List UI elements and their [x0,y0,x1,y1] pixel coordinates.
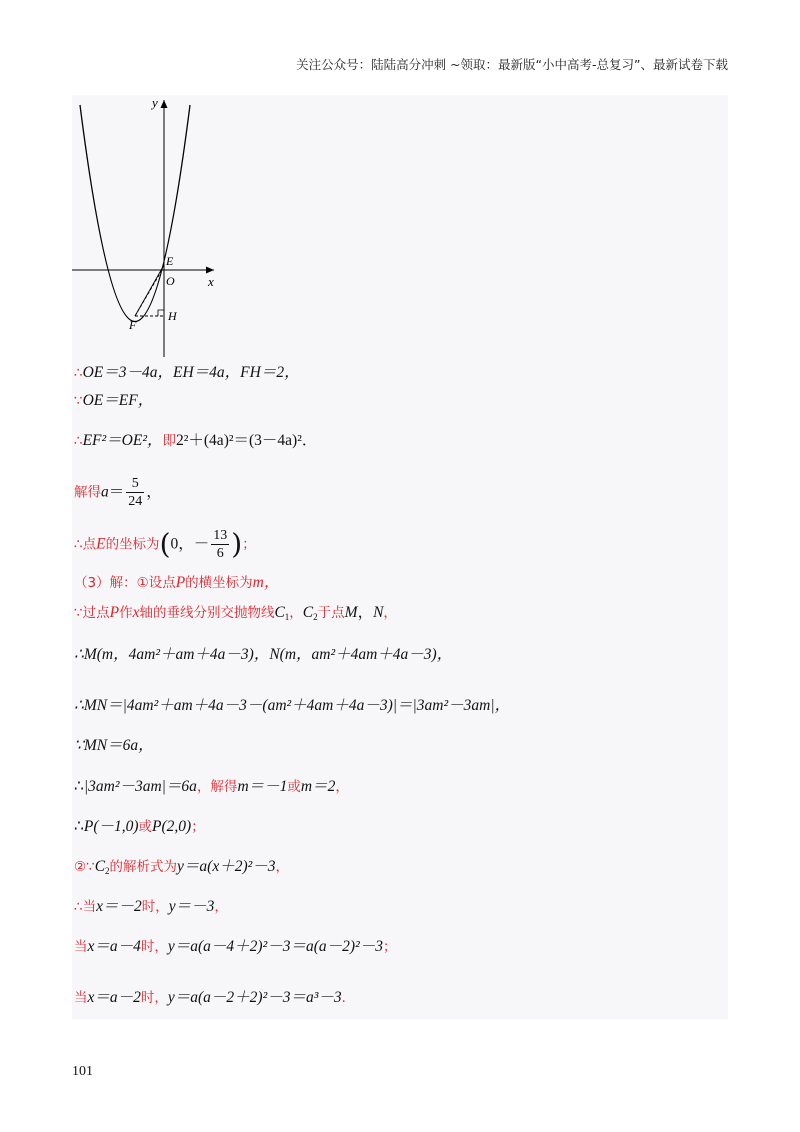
solution-line-3: ∴EF²＝OE²，即2²＋(4a)²＝(3－4a)²． [74,432,318,449]
solution-line-4: 解得a＝ $\frac{5}{24}$ ， [74,476,162,509]
point-F-label: F [129,318,137,332]
fraction-5-24: $\frac{5}{24}$ [128,476,143,509]
solution-line-16: 当x＝a－2时，y＝a(a－2＋2)²－3＝a³－3． [74,989,356,1006]
solution-line-11: ∴|3am²－3am|＝6a，解得m＝－1或m＝2， [74,778,349,795]
solution-line-5: ∴点E的坐标为(0，－ $\frac{13}{6}$ )； [74,527,256,561]
solution-line-15: 当x＝a－4时，y＝a(a－4＋2)²－3＝a(a－2)²－3； [74,938,397,955]
point-E-label: E [166,254,174,268]
point-H-label: H [168,309,177,323]
solution-line-1: ∴OE＝3－4a，EH＝4a，FH＝2， [74,364,300,381]
axis-x-label: x [208,274,214,289]
solution-line-7: ∵过点P作x轴的垂线分别交抛物线$C_1$，$C_2$于点M，N， [74,604,397,622]
solution-line-13: $②\because C_2$的解析式为y＝a(x＋2)²－3， [74,858,290,876]
solution-line-12: ∴P(－1,0)或P(2,0)； [74,818,205,835]
solution-line-14: ∴当x＝－2时，y＝－3， [74,898,228,915]
fraction-13-6: $\frac{13}{6}$ [213,528,228,561]
solution-line-2: ∵OE＝EF， [74,392,154,409]
solution-line-8: ∴M(m，4am²＋am＋4a－3)，N(m，am²＋4am＋4a－3)， [74,646,453,663]
page-number: 101 [72,1064,93,1079]
page-header: 关注公众号：陆陆高分冲刺 ~领取：最新版“小中高考-总复习”、最新试卷下载 [296,57,728,72]
solution-line-9: ∴MN＝|4am²＋am＋4a－3－(am²＋4am＋4a－3)|＝|3am²－3am|， [74,697,511,714]
axis-y-label: y [152,95,158,110]
solution-line-6: （3）解：①设点P的横坐标为m， [74,574,280,591]
point-O-label: O [166,274,175,288]
parabola-figure [72,95,232,357]
solution-line-10: ∵MN＝6a， [74,737,154,754]
solution-content [72,95,728,1019]
